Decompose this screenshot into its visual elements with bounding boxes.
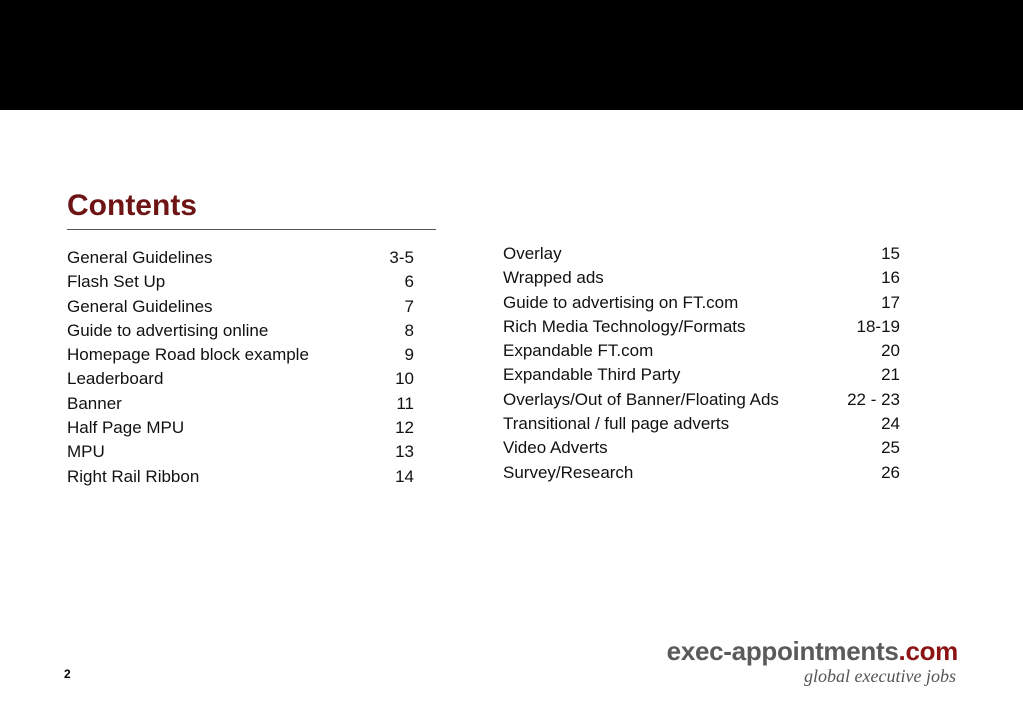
contents-item-page: 17	[881, 292, 900, 312]
contents-item-page: 9	[404, 345, 414, 365]
logo-domain-suffix: .com	[898, 636, 958, 666]
contents-item-page: 13	[395, 442, 414, 462]
contents-item-page: 10	[395, 369, 414, 389]
contents-item-label: Overlays/Out of Banner/Floating Ads	[503, 389, 779, 409]
contents-item-label: Expandable Third Party	[503, 365, 681, 385]
title-divider	[67, 229, 436, 230]
contents-item-label: Rich Media Technology/Formats	[503, 316, 746, 336]
contents-item	[67, 343, 414, 367]
contents-item-page: 22 - 23	[847, 389, 900, 409]
contents-item	[67, 319, 414, 343]
contents-item	[503, 242, 900, 266]
contents-item-page: 3-5	[389, 248, 414, 267]
contents-item-label: General Guidelines	[67, 296, 213, 316]
contents-item	[503, 339, 900, 363]
contents-item	[503, 291, 900, 315]
contents-item-label: General Guidelines	[67, 248, 213, 267]
contents-item-page: 25	[881, 438, 900, 458]
contents-item	[503, 436, 900, 460]
contents-item	[67, 295, 414, 319]
contents-item-page: 7	[404, 296, 414, 316]
contents-item	[67, 416, 414, 440]
contents-item	[503, 461, 900, 485]
contents-item	[503, 388, 900, 412]
contents-item-label: Half Page MPU	[67, 418, 185, 438]
contents-item	[67, 270, 414, 294]
contents-item	[503, 315, 900, 339]
contents-item	[67, 392, 414, 416]
contents-item-label: Survey/Research	[503, 462, 634, 482]
contents-item-page: 24	[881, 414, 900, 434]
contents-item-page: 16	[881, 268, 900, 288]
contents-item-label: Overlay	[503, 244, 562, 263]
contents-item-label: Transitional / full page adverts	[503, 414, 730, 434]
contents-item-page: 15	[881, 244, 900, 263]
brand-logo	[640, 636, 958, 686]
contents-item-page: 20	[881, 341, 900, 361]
contents-item-label: Guide to advertising online	[67, 320, 269, 340]
contents-item	[67, 465, 414, 489]
contents-item	[67, 440, 414, 464]
contents-item	[503, 363, 900, 387]
logo-wordmark	[640, 636, 958, 666]
page-number: 2	[64, 667, 71, 681]
logo-name: exec-appointments	[666, 636, 899, 666]
contents-item-label: Wrapped ads	[503, 268, 604, 288]
contents-item-label: Homepage Road block example	[67, 345, 309, 365]
contents-list-left	[67, 246, 414, 489]
contents-item-label: Guide to advertising on FT.com	[503, 292, 739, 312]
page-title: Contents	[67, 189, 197, 222]
contents-item-label: Expandable FT.com	[503, 341, 654, 361]
contents-item-page: 26	[881, 462, 900, 482]
contents-item-page: 14	[395, 466, 414, 486]
contents-item-page: 8	[404, 320, 414, 340]
contents-item-label: Video Adverts	[503, 438, 608, 458]
contents-item-page: 6	[404, 272, 414, 292]
contents-item-label: Right Rail Ribbon	[67, 466, 200, 486]
contents-item	[503, 412, 900, 436]
contents-item	[67, 246, 414, 270]
contents-item-page: 18-19	[856, 316, 900, 336]
contents-item-label: Banner	[67, 393, 122, 413]
contents-item-label: Leaderboard	[67, 369, 164, 389]
contents-item-page: 21	[881, 365, 900, 385]
contents-list-right	[503, 242, 900, 485]
contents-item	[503, 266, 900, 290]
contents-item-page: 12	[395, 418, 414, 438]
contents-item-page: 11	[396, 393, 414, 413]
contents-item	[67, 367, 414, 391]
contents-item-label: Flash Set Up	[67, 272, 166, 292]
header-bar	[0, 0, 1023, 110]
logo-tagline: global executive jobs	[804, 666, 956, 686]
contents-item-label: MPU	[67, 442, 105, 462]
